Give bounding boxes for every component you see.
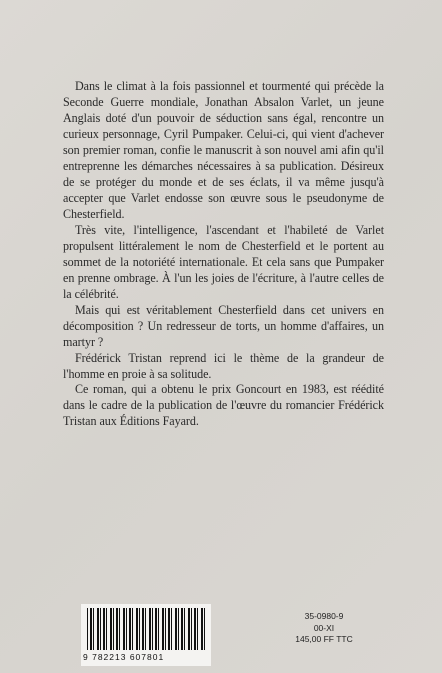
publication-note-paragraph: Ce roman, qui a obtenu le prix Goncourt en 1983, est réédité dans le cadre de la publication de l'œuvre du romancier Frédérick Tristan aux Éditions Fayard. <box>63 382 384 428</box>
price-label: 145,00 FF TTC <box>295 634 353 644</box>
edition-code: 00-XI <box>313 622 335 633</box>
catalog-code: 35-0980-9 <box>304 611 344 621</box>
blurb-paragraph-4: Frédérick Tristan reprend ici le thème de la grandeur de l'homme en proie à sa solitude. <box>63 351 384 381</box>
publication-note <box>63 381 384 429</box>
barcode-number: 9 782213 607801 <box>83 652 165 662</box>
blurb-text <box>63 78 384 382</box>
isbn-barcode <box>81 604 211 666</box>
barcode-bars <box>87 608 205 650</box>
blurb-paragraph-2: Très vite, l'intelligence, l'ascendant et l'habileté de Varlet propulsent littéralement le nom de Chesterfield et le portent au sommet de la notoriété internationale. Et cela sans que Pumpaker en prenne ombrage. À l'un les joies de l'écriture, à l'autre celles de la célébrité. <box>63 223 384 301</box>
blurb-paragraph-1: Dans le climat à la fois passionnel et tourmenté qui précède la Seconde Guerre mondiale, Jonathan Absalon Varlet, un jeune Anglais doté d'un pouvoir de séduction sans égal, rencontre un curieux personnage, Cyril Pumpaker. Celui-ci, qui vient d'achever son premier roman, confie le manuscrit à son nouvel ami afin qu'il entreprenne les démarches nécessaires à sa publication. Désireux de se protéger du monde et de ses éclats, il va même jusqu'à accepter que Varlet endosse son œuvre sous le pseudonyme de Chesterfield. <box>63 79 384 221</box>
price-block <box>289 611 359 646</box>
blurb-paragraph-3: Mais qui est véritablement Chesterfield dans cet univers en décomposition ? Un redresseur de torts, un homme d'affaires, un martyr ? <box>63 303 384 349</box>
